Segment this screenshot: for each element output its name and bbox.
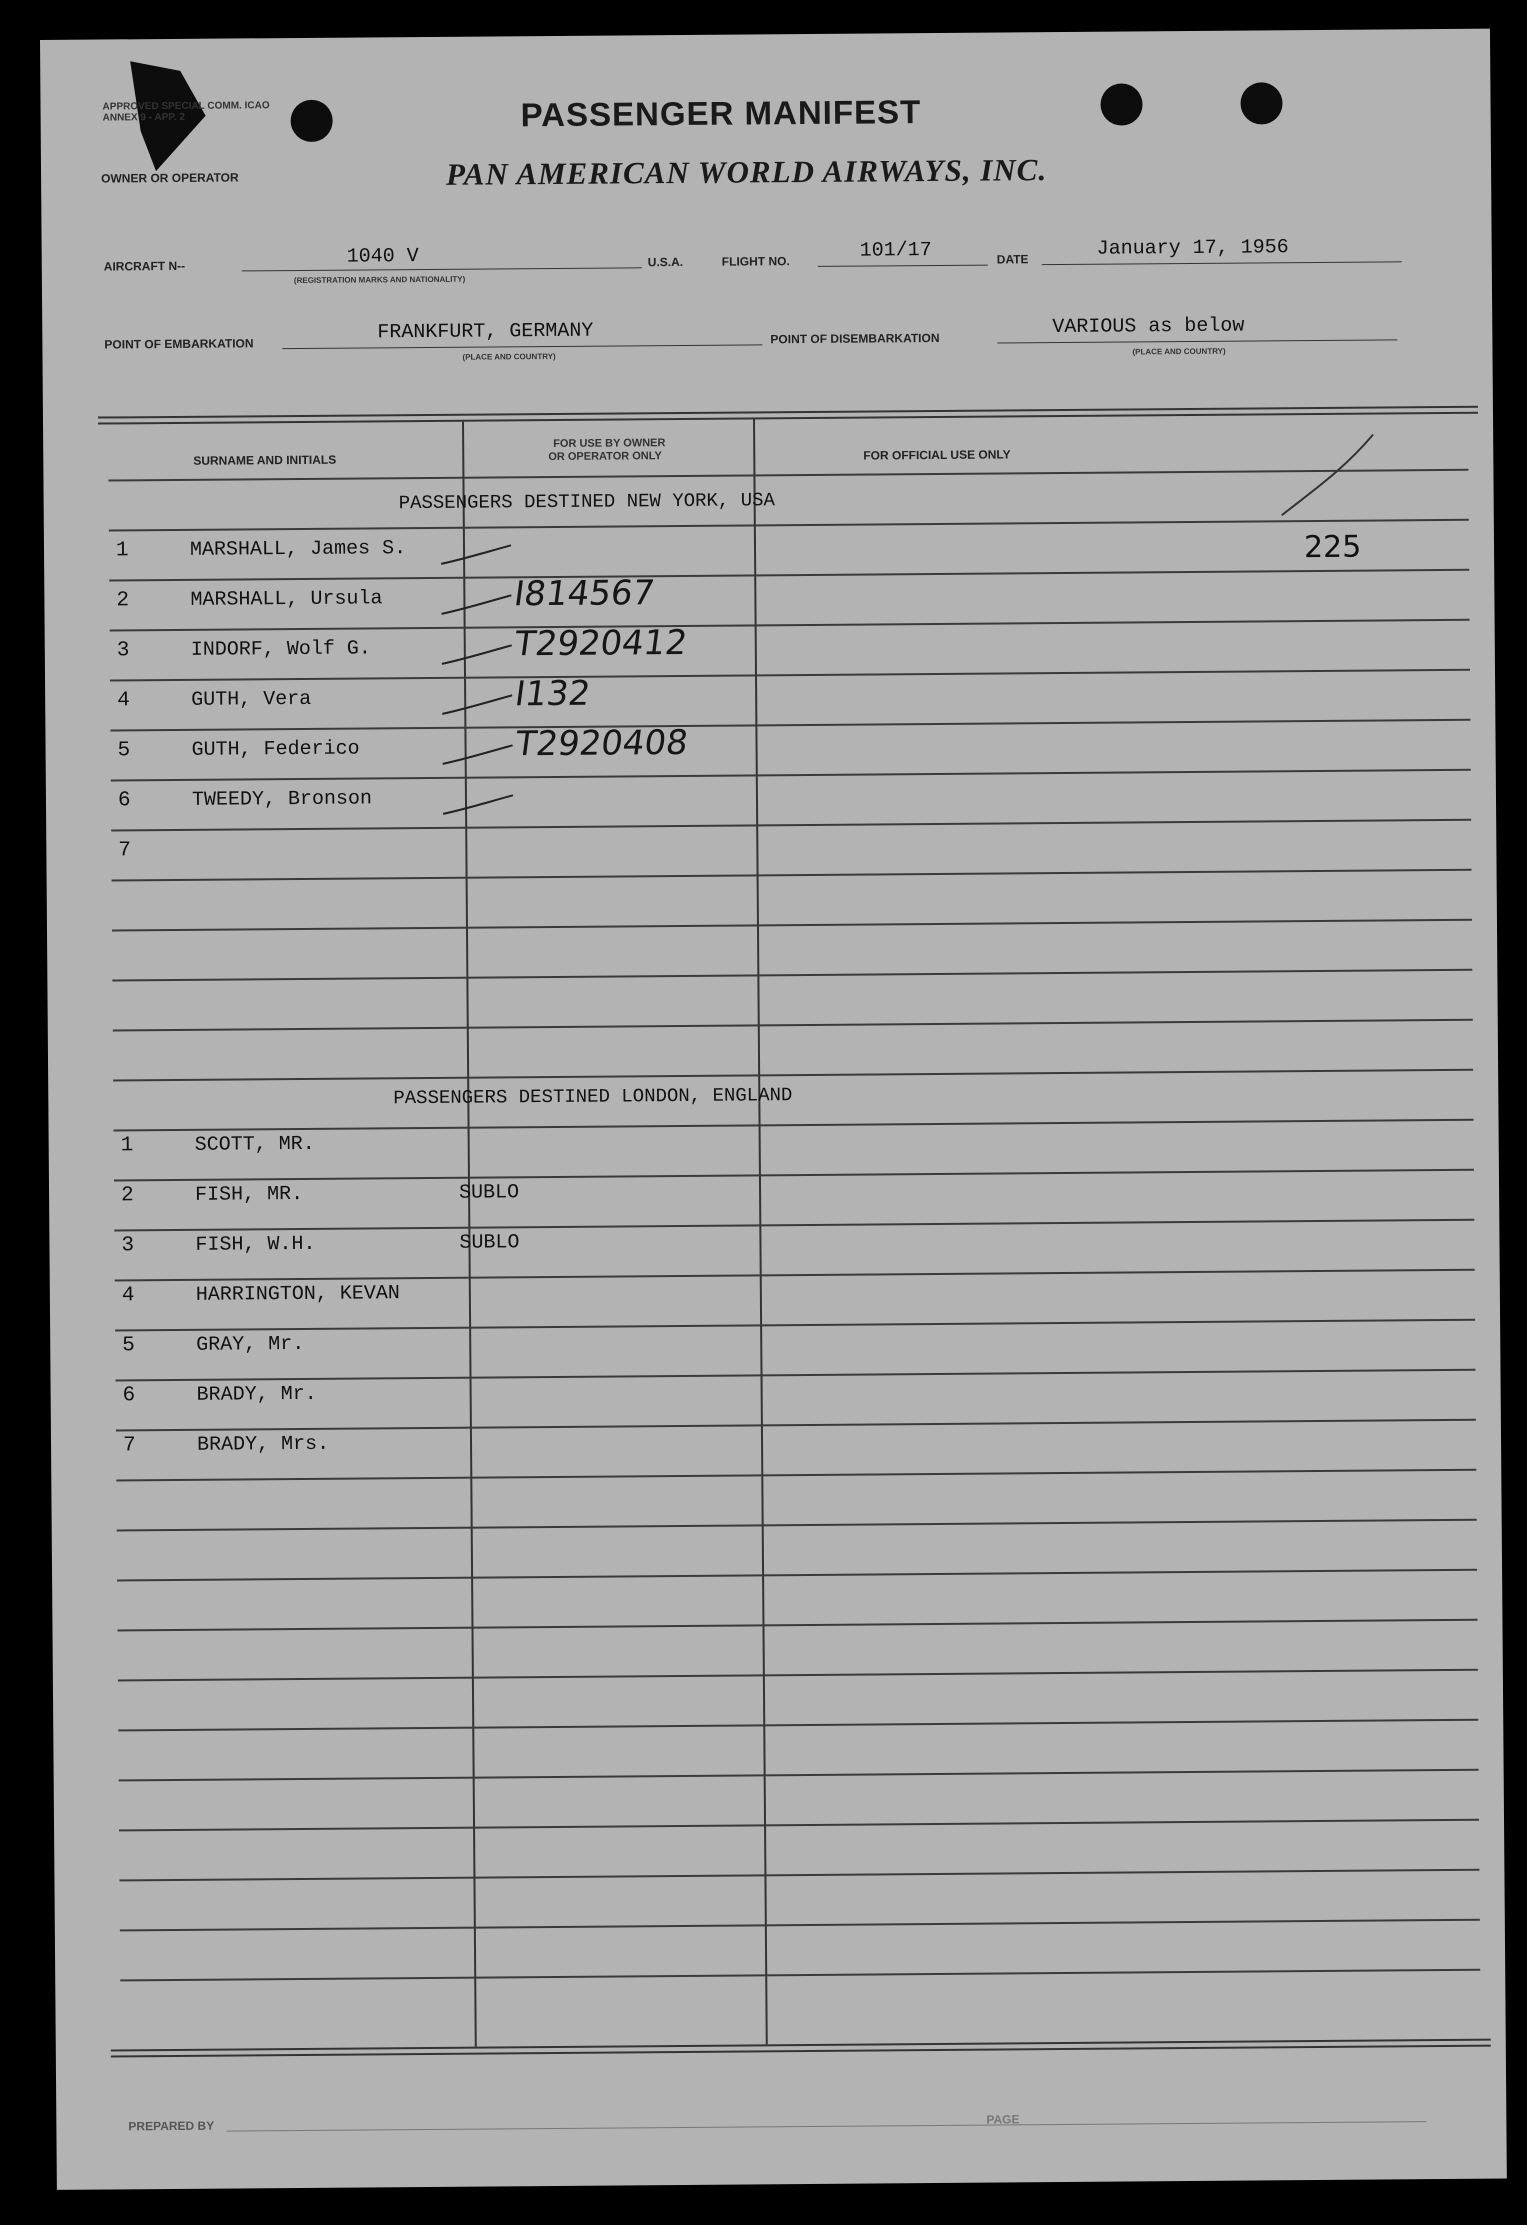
row-rule xyxy=(113,1019,1473,1032)
date-underline xyxy=(1042,261,1402,265)
row-number: 5 xyxy=(117,739,131,763)
punch-hole-left xyxy=(290,100,332,142)
row-rule xyxy=(114,1169,1474,1182)
row-rule xyxy=(114,1119,1474,1132)
row-number: 2 xyxy=(120,1184,134,1208)
row-rule xyxy=(113,1069,1473,1082)
row-number: 3 xyxy=(121,1234,135,1258)
check-tick-mark xyxy=(436,541,516,572)
flight-underline xyxy=(818,265,988,267)
date-label: DATE xyxy=(996,252,1029,267)
aircraft-label: AIRCRAFT N-- xyxy=(103,258,186,274)
row-rule xyxy=(110,669,1470,682)
row-rule xyxy=(112,919,1472,932)
passenger-name: BRADY, Mrs. xyxy=(196,1432,330,1457)
passenger-name: INDORF, Wolf G. xyxy=(190,637,371,662)
section-heading-new-york: PASSENGERS DESTINED NEW YORK, USA xyxy=(398,489,775,515)
ruled-rows xyxy=(40,29,1490,40)
row-rule xyxy=(111,819,1471,832)
aircraft-value: 1040 V xyxy=(346,245,419,269)
passenger-name: HARRINGTON, KEVAN xyxy=(195,1282,400,1307)
embarkation-value: FRANKFURT, GERMANY xyxy=(377,319,594,345)
embarkation-label: POINT OF EMBARKATION xyxy=(104,336,254,352)
usa-label: U.S.A. xyxy=(647,254,684,270)
page-label: PAGE xyxy=(986,2112,1020,2127)
row-number: 1 xyxy=(120,1134,134,1158)
passenger-name: SCOTT, MR. xyxy=(194,1132,315,1157)
row-number: 3 xyxy=(116,639,130,663)
row-rule xyxy=(109,519,1469,532)
row-rule xyxy=(115,1319,1475,1332)
row-rule xyxy=(112,869,1472,882)
section-heading-london: PASSENGERS DESTINED LONDON, ENGLAND xyxy=(393,1084,793,1110)
date-value: January 17, 1956 xyxy=(1096,236,1289,261)
row-rule xyxy=(111,769,1471,782)
embarkation-underline xyxy=(282,344,762,349)
passenger-name: MARSHALL, Ursula xyxy=(190,587,383,612)
passenger-name: GUTH, Federico xyxy=(191,737,360,762)
row-rule xyxy=(119,1819,1479,1832)
passenger-name: BRADY, Mr. xyxy=(196,1382,317,1407)
prepared-by-label: PREPARED BY xyxy=(128,2118,215,2134)
row-number: 7 xyxy=(118,839,132,863)
row-rule xyxy=(117,1519,1477,1532)
check-tick-mark xyxy=(438,791,518,822)
passenger-name: GRAY, Mr. xyxy=(196,1332,305,1357)
check-tick-mark xyxy=(437,641,517,672)
check-tick-mark xyxy=(436,591,516,622)
passenger-name: GUTH, Vera xyxy=(191,687,312,712)
punch-hole-center xyxy=(1100,83,1142,125)
registration-note: (REGISTRATION MARKS AND NATIONALITY) xyxy=(293,274,466,286)
flight-value: 101/17 xyxy=(859,239,932,263)
row-number: 2 xyxy=(116,589,130,613)
passenger-note: SUBLO xyxy=(459,1231,520,1255)
row-rule xyxy=(110,619,1470,632)
row-rule xyxy=(116,1369,1476,1382)
prepared-by-line xyxy=(226,2121,1426,2131)
row-rule xyxy=(118,1669,1478,1682)
row-rule xyxy=(120,1919,1480,1932)
row-rule xyxy=(118,1719,1478,1732)
check-tick-mark xyxy=(438,741,518,772)
header-rule xyxy=(108,469,1468,482)
row-number: 4 xyxy=(117,689,130,713)
check-tick-mark xyxy=(437,691,517,722)
disembarkation-underline xyxy=(997,339,1397,343)
row-rule xyxy=(114,1219,1474,1232)
official-check-mark xyxy=(1273,429,1384,525)
row-rule xyxy=(109,569,1469,582)
flight-label: FLIGHT NO. xyxy=(721,254,790,269)
column-header-owner-line2: OR OPERATOR ONLY xyxy=(548,450,662,464)
table-bottom-rule-2 xyxy=(111,2045,1491,2058)
column-header-surname: SURNAME AND INITIALS xyxy=(193,452,337,468)
passenger-name: TWEEDY, Bronson xyxy=(191,787,373,812)
row-number: 1 xyxy=(115,539,129,563)
row-number: 5 xyxy=(122,1334,135,1358)
row-number: 7 xyxy=(122,1434,136,1458)
row-number: 6 xyxy=(117,789,131,813)
embarkation-place-note: (PLACE AND COUNTRY) xyxy=(462,351,556,362)
page-title: PASSENGER MANIFEST xyxy=(520,93,922,134)
row-rule xyxy=(116,1469,1476,1482)
column-header-official: FOR OFFICIAL USE ONLY xyxy=(863,447,1011,463)
owner-operator-label: OWNER OR OPERATOR xyxy=(101,170,239,186)
manifest-sheet xyxy=(40,29,1507,2190)
row-rule xyxy=(119,1769,1479,1782)
row-rule xyxy=(110,719,1470,732)
row-rule xyxy=(115,1269,1475,1282)
row-rule xyxy=(120,1969,1480,1982)
passenger-name: MARSHALL, James S. xyxy=(189,537,407,562)
handwritten-passport-number: T2920412 xyxy=(512,622,690,665)
handwritten-passport-number: I814567 xyxy=(511,573,657,615)
row-number: 4 xyxy=(121,1284,135,1308)
airline-name: PAN AMERICAN WORLD AIRWAYS, INC. xyxy=(445,152,1048,192)
punch-hole-right xyxy=(1240,82,1282,124)
column-header-owner-line1: FOR USE BY OWNER xyxy=(553,437,666,450)
approval-code: APPROVED SPECIAL COMM. ICAO ANNEX 9 - APP. 2 xyxy=(102,100,270,124)
row-rule xyxy=(112,969,1472,982)
passenger-name: FISH, MR. xyxy=(194,1182,304,1207)
table-top-rule-2 xyxy=(98,412,1478,425)
disembarkation-place-note: (PLACE AND COUNTRY) xyxy=(1132,346,1226,357)
disembarkation-value: VARIOUS as below xyxy=(1052,314,1245,340)
disembarkation-label: POINT OF DISEMBARKATION xyxy=(770,330,940,347)
passenger-note: SUBLO xyxy=(458,1181,520,1205)
row-rule xyxy=(119,1869,1479,1882)
column-divider-2 xyxy=(753,419,768,2044)
passenger-name: FISH, W.H. xyxy=(195,1232,316,1257)
row-rule xyxy=(117,1569,1477,1582)
row-rule xyxy=(116,1419,1476,1432)
handwritten-passport-number: T2920408 xyxy=(512,722,691,765)
handwritten-passport-number: I132 xyxy=(512,673,593,715)
row-number: 6 xyxy=(122,1384,136,1408)
aircraft-underline xyxy=(242,267,642,271)
official-note: 225 xyxy=(1303,529,1362,566)
row-rule xyxy=(117,1619,1477,1632)
